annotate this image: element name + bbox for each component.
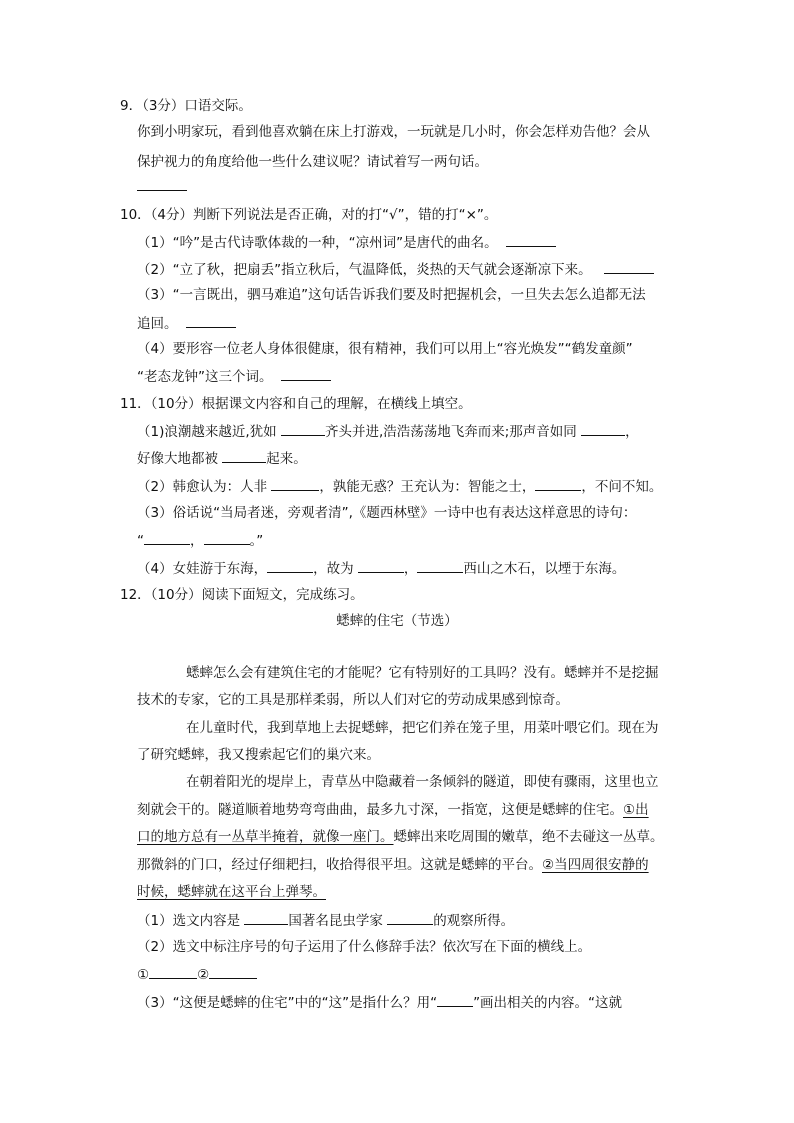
q10-heading: 10．（4分）判断下列说法是否正确，对的打“√”，错的打“×”。 bbox=[120, 207, 498, 223]
q12-sub3: （3）“这便是蟋蟀的住宅”中的“这”是指什么？用“ ”画出相关的内容。“这就 bbox=[137, 992, 622, 1013]
marked-sentence-2: ②当四周很安静的 bbox=[542, 857, 649, 873]
passage-para3-line5 bbox=[137, 882, 326, 902]
q11-heading: 11．（10分）根据课文内容和自己的理解，在横线上填空。 bbox=[120, 396, 472, 412]
q11-item-4: （4）女娃游于东海， ，故为 ， 西山之木石，以堙于东海。 bbox=[137, 558, 625, 579]
passage-para1-line2: 技术的专家，它的工具是那样柔弱，所以人们对它的劳动成果感到惊奇。 bbox=[137, 692, 569, 708]
q10-blank-2[interactable] bbox=[604, 259, 654, 274]
q9-text-line1: 你到小明家玩，看到他喜欢躺在床上打游戏，一玩就是几小时，你会怎样劝告他？会从 bbox=[137, 124, 650, 140]
passage-para3-line2: 刻就会干的。隧道顺着地势弯弯曲曲，最多九寸深，一指宽，这便是蟋蟀的住宅。①出 bbox=[137, 802, 649, 818]
q11-item-3a: （3）俗话说“当局者迷，旁观者清”,《题西林壁》一诗中也有表达这样意思的诗句： bbox=[137, 505, 637, 521]
q10-statement-3a: （3）“一言既出，驷马难追”这句话告诉我们要及时把握机会，一旦失去怎么追都无法 bbox=[137, 287, 646, 303]
passage-para3-line4: 那微斜的门口，经过仔细耙扫，收拾得很平坦。这就是蟋蟀的平台。②当四周很安静的 bbox=[137, 857, 649, 873]
q11-item-2: （2）韩愈认为：人非 ，孰能无惑？王充认为：智能之士， ，不问不知。 bbox=[137, 476, 662, 497]
q12-blank-3[interactable] bbox=[149, 964, 197, 979]
q11-blank-1[interactable] bbox=[281, 421, 325, 436]
q10-blank-3[interactable] bbox=[186, 313, 236, 328]
q9-heading: 9．（3分）口语交际。 bbox=[120, 98, 252, 114]
q12-blank-1[interactable] bbox=[244, 910, 288, 925]
passage-para3-line1: 在朝着阳光的堤岸上，青草丛中隐藏着一条倾斜的隧道，即使有骤雨，这里也立 bbox=[186, 774, 659, 790]
q12-sub1: （1）选文内容是 国著名昆虫学家 的观察所得。 bbox=[137, 910, 514, 931]
q11-blank-6[interactable] bbox=[144, 530, 190, 545]
q11-blank-3[interactable] bbox=[222, 448, 266, 463]
q12-blank-5[interactable] bbox=[437, 992, 473, 1007]
q12-blank-4[interactable] bbox=[209, 964, 257, 979]
q10-statement-4b: “老态龙钟”这三个词。 bbox=[137, 366, 331, 387]
q11-blank-9[interactable] bbox=[358, 558, 404, 573]
q11-blank-4[interactable] bbox=[271, 476, 319, 491]
q10-statement-4a: （4）要形容一位老人身体很健康，很有精神，我们可以用上“容光焕发”“鹤发童颜” bbox=[137, 341, 633, 357]
passage-para2-line2: 了研究蟋蟀，我又搜索起它们的巢穴来。 bbox=[137, 747, 380, 763]
q12-heading: 12．（10分）阅读下面短文，完成练习。 bbox=[120, 587, 364, 603]
q11-blank-8[interactable] bbox=[267, 558, 313, 573]
q12-blank-2[interactable] bbox=[387, 910, 433, 925]
q10-statement-3b: 追回。 bbox=[137, 313, 236, 334]
marked-sentence-2-cont: 时候，蟋蟀就在这平台上弹琴。 bbox=[137, 884, 326, 900]
passage-para2-line1: 在儿童时代，我到草地上去捉蟋蟀，把它们养在笼子里，用菜叶喂它们。现在为 bbox=[186, 720, 659, 736]
q11-blank-7[interactable] bbox=[204, 530, 250, 545]
q9-text-line2: 保护视力的角度给他一些什么建议呢？请试着写一两句话。 bbox=[137, 154, 488, 170]
passage-para3-line3: 口的地方总有一丛草半掩着，就像一座门。蟋蟀出来吃周围的嫩草，绝不去碰这一丛草。 bbox=[137, 829, 664, 845]
marked-sentence-1: ①出 bbox=[623, 802, 649, 818]
q11-blank-5[interactable] bbox=[535, 476, 581, 491]
q10-blank-4[interactable] bbox=[281, 366, 331, 381]
q9-answer-blank[interactable] bbox=[137, 176, 187, 197]
passage-para1-line1: 蟋蟀怎么会有建筑住宅的才能呢？它有特别好的工具吗？没有。蟋蟀并不是挖掘 bbox=[186, 665, 659, 681]
q11-item-1a: （1)浪潮越来越近,犹如 齐头并进,浩浩荡荡地飞奔而来;那声音如同 ， bbox=[137, 421, 639, 442]
q10-blank-1[interactable] bbox=[506, 232, 556, 247]
passage-title: 蟋蟀的住宅（节选） bbox=[336, 613, 458, 629]
q11-item-3b: “ ， 。” bbox=[137, 530, 263, 551]
q10-statement-1: （1）“吟”是古代诗歌体裁的一种，“凉州词”是唐代的曲名。 bbox=[137, 232, 556, 253]
q11-blank-10[interactable] bbox=[417, 558, 463, 573]
q12-sub2-answers: ① ② bbox=[137, 964, 257, 985]
q11-item-1b: 好像大地都被 起来。 bbox=[137, 448, 307, 469]
q12-sub2: （2）选文中标注序号的句子运用了什么修辞手法？依次写在下面的横线上。 bbox=[137, 939, 592, 955]
q10-statement-2: （2）“立了秋，把扇丢”指立秋后，气温降低，炎热的天气就会逐渐凉下来。 bbox=[137, 259, 654, 280]
q11-blank-2[interactable] bbox=[581, 421, 625, 436]
marked-sentence-1-cont: 口的地方总有一丛草半掩着，就像一座门。 bbox=[137, 829, 394, 845]
